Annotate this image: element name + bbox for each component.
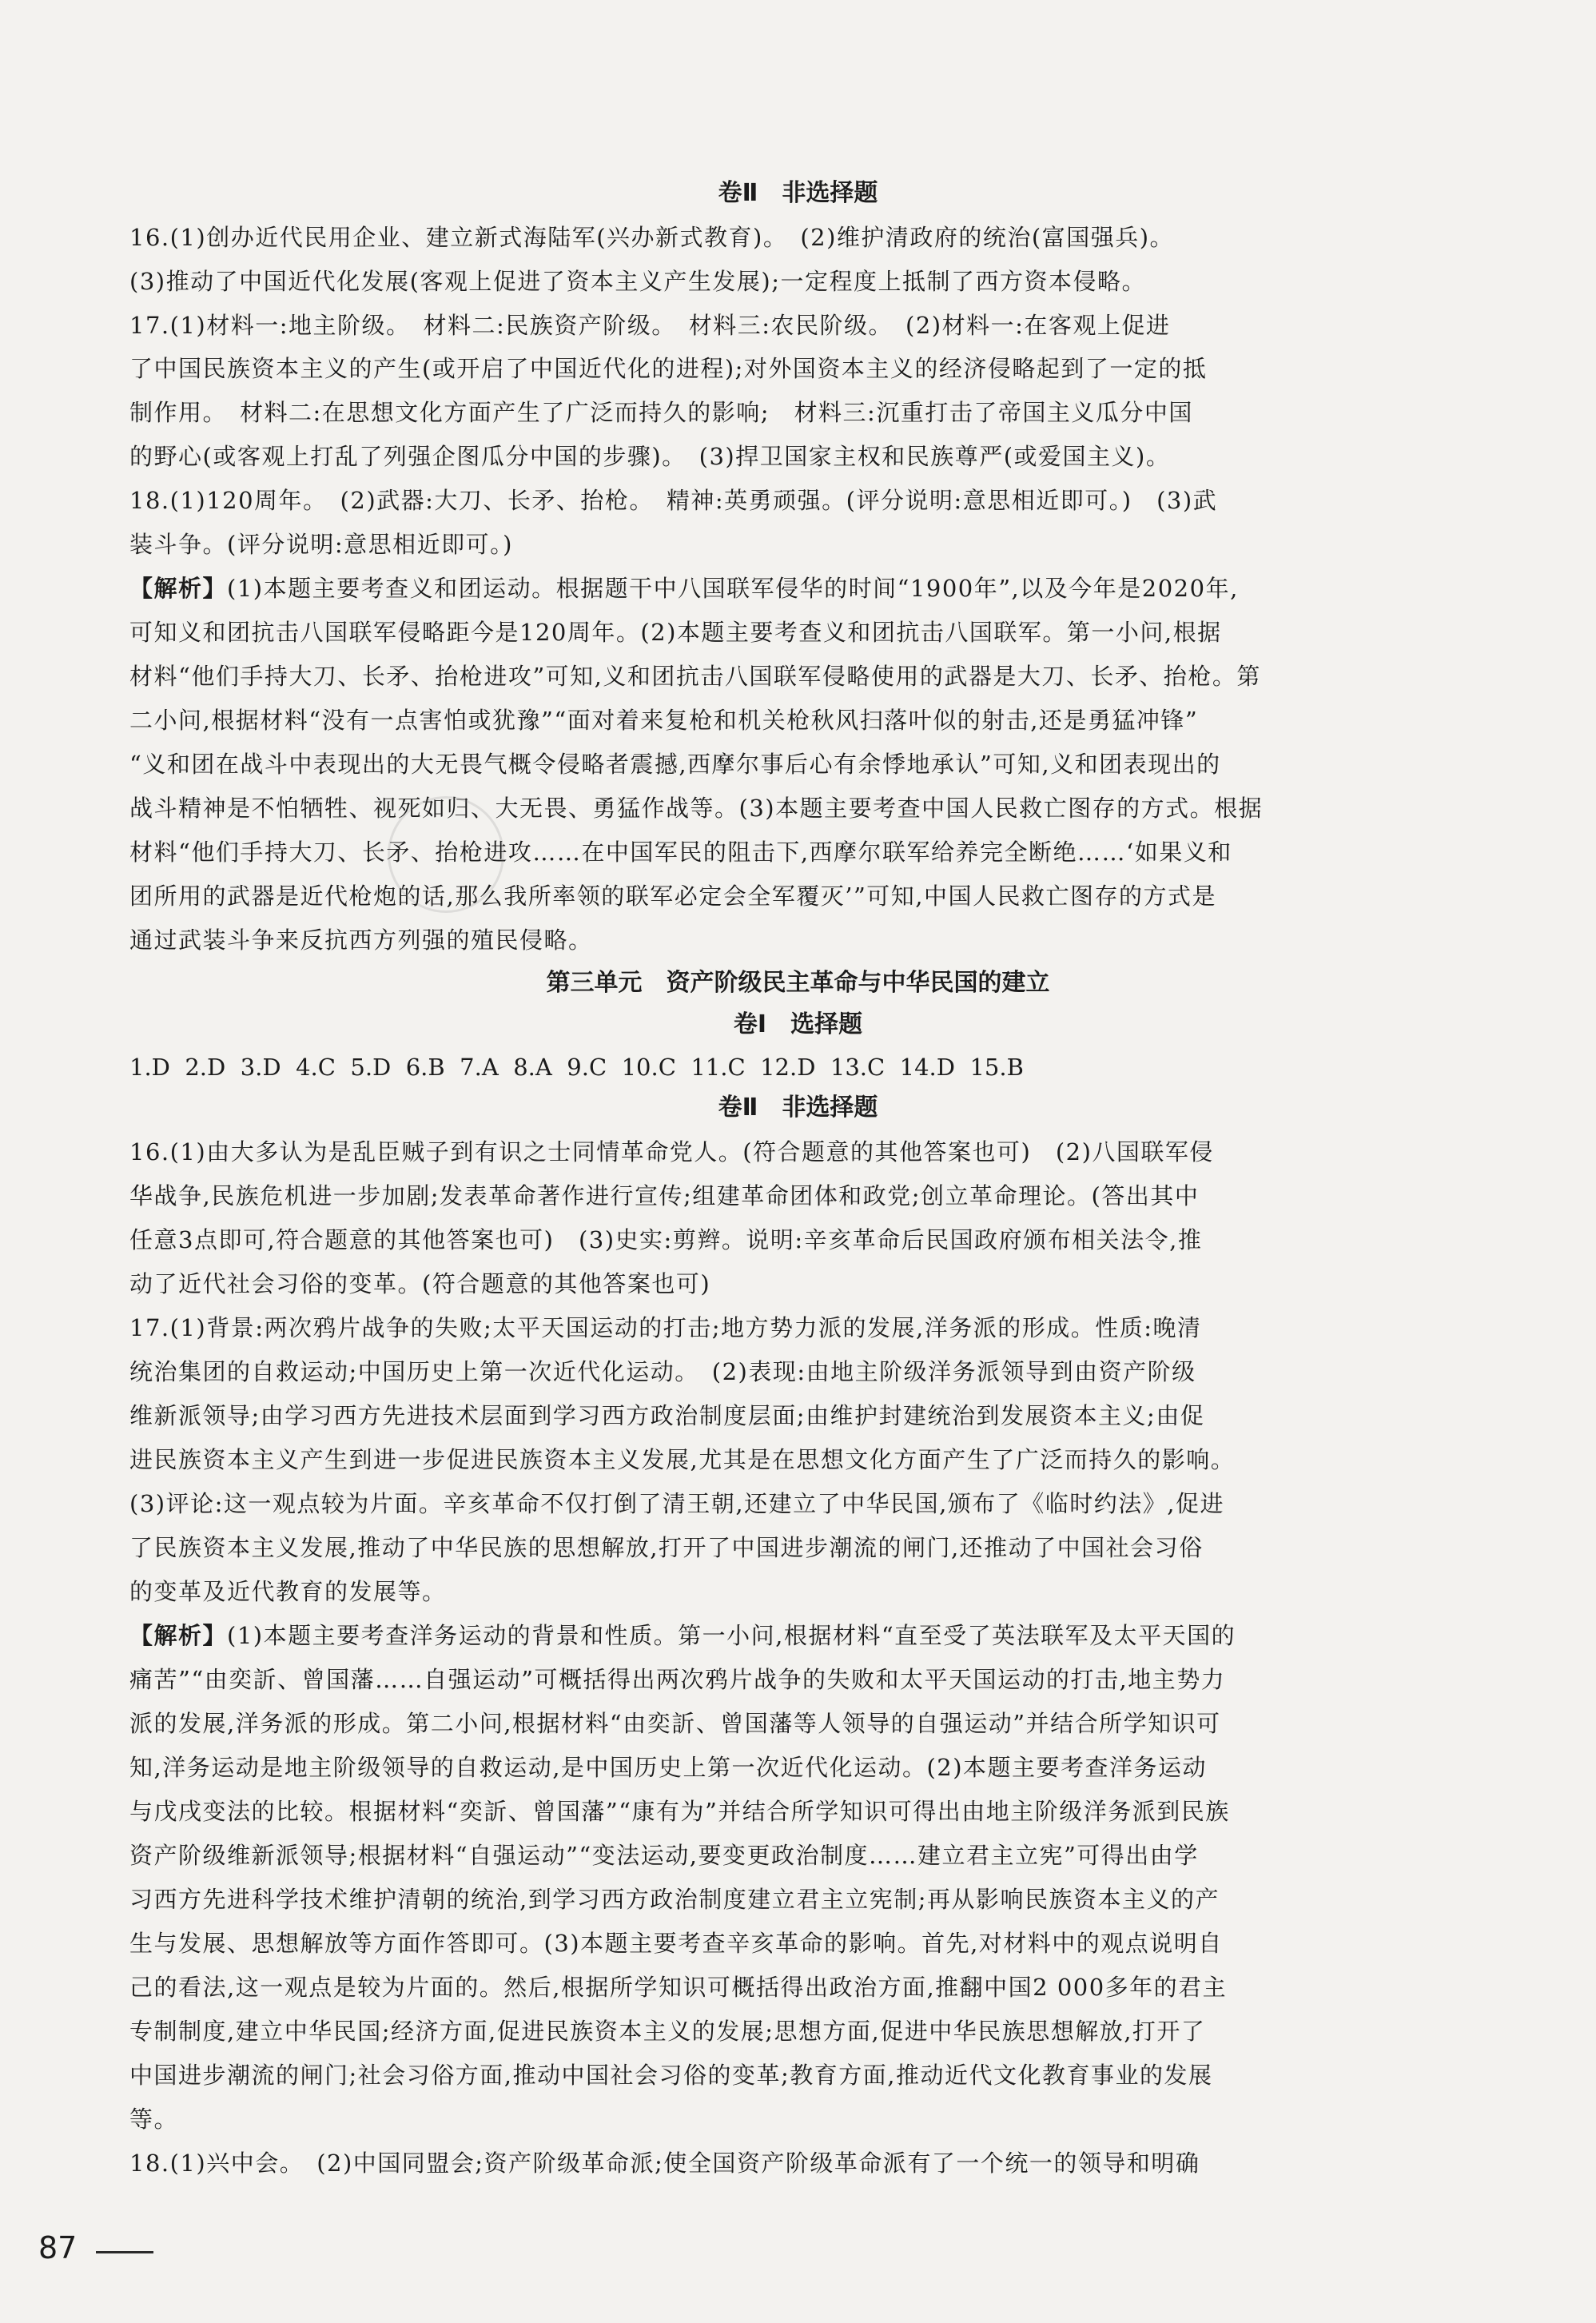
- text-line: 16.(1)创办近代民用企业、建立新式海陆军(兴办新式教育)。 (2)维护清政府的统治(富国强兵)。: [129, 224, 1175, 251]
- text-line: 了民族资本主义发展,推动了中华民族的思想解放,打开了中国进步潮流的闸门,还推动了中国社会习俗: [129, 1534, 1204, 1561]
- answer-item: 13.C: [830, 1054, 886, 1081]
- text-line: 17.(1)材料一:地主阶级。 材料二:民族资产阶级。 材料三:农民阶级。 (2)材料一:在客观上促进: [129, 312, 1171, 339]
- analysis-label: 【解析】: [129, 1622, 228, 1649]
- section-heading-non-choice: 卷Ⅱ 非选择题: [718, 179, 878, 207]
- analysis-first-line: [129, 572, 1239, 604]
- answer-item: 1.D: [129, 1054, 170, 1081]
- text-line: 的野心(或客观上打乱了列强企图瓜分中国的步骤)。 (3)捍卫国家主权和民族尊严(或爱国主义)。: [129, 443, 1171, 470]
- page-number-rule: [96, 2251, 153, 2253]
- text-line: 生与发展、思想解放等方面作答即可。(3)本题主要考查辛亥革命的影响。首先,对材料中的观点说明自: [129, 1930, 1223, 1957]
- text-line: 18.(1)兴中会。 (2)中国同盟会;资产阶级革命派;使全国资产阶级革命派有了一个统一的领导和明确: [129, 2150, 1200, 2177]
- answer-item: 15.B: [969, 1054, 1024, 1081]
- text-line: 维新派领导;由学习西方先进技术层面到学习西方政治制度层面;由维护封建统治到发展资本主义;由促: [129, 1402, 1205, 1429]
- text-line: 资产阶级维新派领导;根据材料“自强运动”“变法运动,要变更政治制度……建立君主立宪”可得出由学: [129, 1842, 1199, 1869]
- text-line: 制作用。 材料二:在思想文化方面产生了广泛而持久的影响; 材料三:沉重打击了帝国主义瓜分中国: [129, 399, 1193, 426]
- multiple-choice-answers: [129, 1051, 1360, 1083]
- text-line: 17.(1)背景:两次鸦片战争的失败;太平天国运动的打击;地方势力派的发展,洋务派的形成。性质:晚清: [129, 1314, 1202, 1341]
- text-line: 华战争,民族危机进一步加剧;发表革命著作进行宣传;组建革命团体和政党;创立革命理论。(答出其中: [129, 1182, 1200, 1209]
- text-line: 二小问,根据材料“没有一点害怕或犹豫”“面对着来复枪和机关枪秋风扫落叶似的射击,还是勇猛冲锋”: [129, 707, 1199, 734]
- watermark-stamp: [388, 796, 504, 913]
- page-number: 87: [38, 2230, 78, 2265]
- text-line: 16.(1)由大多认为是乱臣贼子到有识之士同情革命党人。(符合题意的其他答案也可) (2)八国联军侵: [129, 1138, 1214, 1165]
- answer-item: 6.B: [405, 1054, 445, 1081]
- answer-item: 7.A: [460, 1054, 499, 1081]
- answer-item: 4.C: [296, 1054, 336, 1081]
- text-line: 通过武装斗争来反抗西方列强的殖民侵略。: [129, 926, 593, 954]
- text-line: (3)评论:这一观点较为片面。辛亥革命不仅打倒了清王朝,还建立了中华民国,颁布了《临时约法》,促进: [129, 1490, 1225, 1517]
- section-heading-non-choice-2: 卷Ⅱ 非选择题: [718, 1094, 878, 1122]
- text-line: 了中国民族资本主义的产生(或开启了中国近代化的进程);对外国资本主义的经济侵略起到了一定的抵: [129, 355, 1208, 382]
- text-line: 装斗争。(评分说明:意思相近即可。): [129, 531, 513, 558]
- text-line: 专制制度,建立中华民国;经济方面,促进民族资本主义的发展;思想方面,促进中华民族思想解放,打开了: [129, 2018, 1206, 2045]
- text-line: “义和团在战斗中表现出的大无畏气概令侵略者震撼,西摩尔事后心有余悸地承认”可知,义和团表现出的: [129, 751, 1221, 778]
- text-line: 动了近代社会习俗的变革。(符合题意的其他答案也可): [129, 1270, 711, 1297]
- text-line: (3)推动了中国近代化发展(客观上促进了资本主义产生发展);一定程度上抵制了西方资本侵略。: [129, 268, 1146, 295]
- answer-item: 12.D: [760, 1054, 816, 1081]
- text-line: 派的发展,洋务派的形成。第二小问,根据材料“由奕訢、曾国藩等人领导的自强运动”并结合所学知识可: [129, 1710, 1221, 1737]
- answer-item: 5.D: [350, 1054, 392, 1081]
- text-line: 习西方先进科学技术维护清朝的统治,到学习西方政治制度建立君主立宪制;再从影响民族资本主义的产: [129, 1886, 1220, 1913]
- answer-item: 3.D: [240, 1054, 281, 1081]
- text-line: 可知义和团抗击八国联军侵略距今是120周年。(2)本题主要考查义和团抗击八国联军。第一小问,根据: [129, 619, 1222, 646]
- text-line: 与戊戌变法的比较。根据材料“奕訢、曾国藩”“康有为”并结合所学知识可得出由地主阶级洋务派到民族: [129, 1798, 1230, 1825]
- text-line: 的变革及近代教育的发展等。: [129, 1578, 447, 1605]
- analysis-text: (1)本题主要考查义和团运动。根据题干中八国联军侵华的时间“1900年”,以及今年是2020年,: [227, 575, 1239, 602]
- analysis-first-line: [129, 1620, 1236, 1652]
- text-line: 己的看法,这一观点是较为片面的。然后,根据所学知识可概括得出政治方面,推翻中国2 000多年的君主: [129, 1974, 1228, 2001]
- analysis-text: (1)本题主要考查洋务运动的背景和性质。第一小问,根据材料“直至受了英法联军及太平天国的: [227, 1622, 1236, 1649]
- answer-item: 14.D: [899, 1054, 956, 1081]
- answer-item: 11.C: [691, 1054, 746, 1081]
- text-line: 知,洋务运动是地主阶级领导的自救运动,是中国历史上第一次近代化运动。(2)本题主要考查洋务运动: [129, 1754, 1208, 1781]
- analysis-label: 【解析】: [129, 575, 228, 602]
- answer-item: 2.D: [185, 1054, 226, 1081]
- answer-item: 10.C: [621, 1054, 676, 1081]
- text-line: 18.(1)120周年。 (2)武器:大刀、长矛、抬枪。 精神:英勇顽强。(评分说明:意思相近即可。) (3)武: [129, 487, 1218, 514]
- text-line: 进民族资本主义产生到进一步促进民族资本主义发展,尤其是在思想文化方面产生了广泛而持久的影响。: [129, 1446, 1236, 1473]
- text-line: 中国进步潮流的闸门;社会习俗方面,推动中国社会习俗的变革;教育方面,推动近代文化教育事业的发展: [129, 2062, 1213, 2089]
- section-heading-choice: 卷Ⅰ 选择题: [733, 1010, 863, 1038]
- text-line: 团所用的武器是近代枪炮的话,那么我所率领的联军必定会全军覆灭’”可知,中国人民救亡图存的方式是: [129, 883, 1216, 910]
- text-line: 材料“他们手持大刀、长矛、抬枪进攻……在中国军民的阻击下,西摩尔联军给养完全断绝……‘如果义和: [129, 839, 1232, 866]
- answer-item: 8.A: [513, 1054, 552, 1081]
- text-line: 统治集团的自救运动;中国历史上第一次近代化运动。 (2)表现:由地主阶级洋务派领导到由资产阶级: [129, 1358, 1196, 1385]
- unit-title: 第三单元 资产阶级民主革命与中华民国的建立: [546, 969, 1050, 997]
- text-line: 任意3点即可,符合题意的其他答案也可) (3)史实:剪辫。说明:辛亥革命后民国政府颁布相关法令,推: [129, 1226, 1203, 1253]
- text-line: 战斗精神是不怕牺牲、视死如归、大无畏、勇猛作战等。(3)本题主要考查中国人民救亡图存的方式。根据: [129, 795, 1264, 822]
- text-line: 痛苦”“由奕訢、曾国藩……自强运动”可概括得出两次鸦片战争的失败和太平天国运动的打击,地主势力: [129, 1666, 1226, 1693]
- text-line: 等。: [129, 2106, 179, 2133]
- text-line: 材料“他们手持大刀、长矛、抬枪进攻”可知,义和团抗击八国联军侵略使用的武器是大刀、长矛、抬枪。第: [129, 663, 1261, 690]
- answer-item: 9.C: [567, 1054, 607, 1081]
